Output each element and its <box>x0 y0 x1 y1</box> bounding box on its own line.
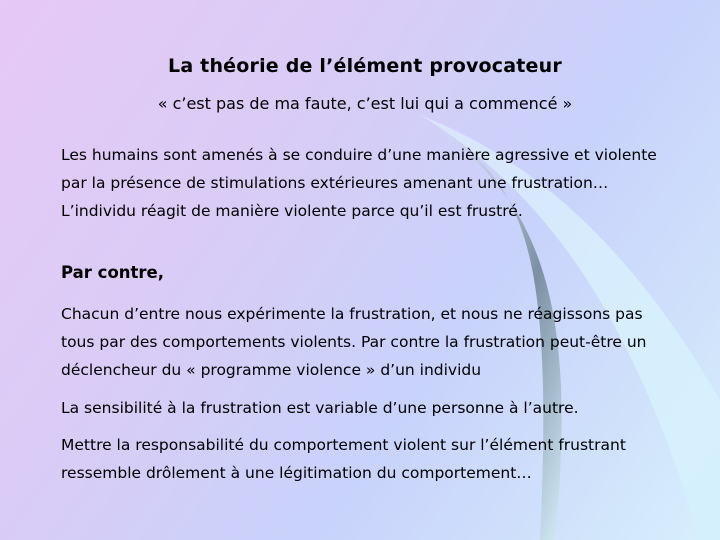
slide-subtitle: « c’est pas de ma faute, c’est lui qui a commencé » <box>157 94 573 113</box>
paragraph1-line3: L’individu réagit de manière violente parce qu’il est frustré. <box>61 202 523 220</box>
paragraph1-line2: par la présence de stimulations extérieures amenant une frustration… <box>61 174 609 192</box>
paragraph2-line1: Chacun d’entre nous expérimente la frustration, et nous ne réagissons pas <box>61 305 643 323</box>
paragraph3: La sensibilité à la frustration est variable d’une personne à l’autre. <box>61 399 579 417</box>
section-heading-par-contre: Par contre, <box>61 263 165 282</box>
paragraph4-line2: ressemble drôlement à une légitimation du comportement… <box>61 464 532 482</box>
paragraph4-line1: Mettre la responsabilité du comportement violent sur l’élément frustrant <box>61 436 626 454</box>
paragraph2-line2: tous par des comportements violents. Par contre la frustration peut-être un <box>61 333 647 351</box>
paragraph1-line1: Les humains sont amenés à se conduire d’une manière agressive et violente <box>61 146 657 164</box>
slide-title: La théorie de l’élément provocateur <box>168 55 562 77</box>
paragraph2-line3: déclencheur du « programme violence » d’un individu <box>61 361 482 379</box>
